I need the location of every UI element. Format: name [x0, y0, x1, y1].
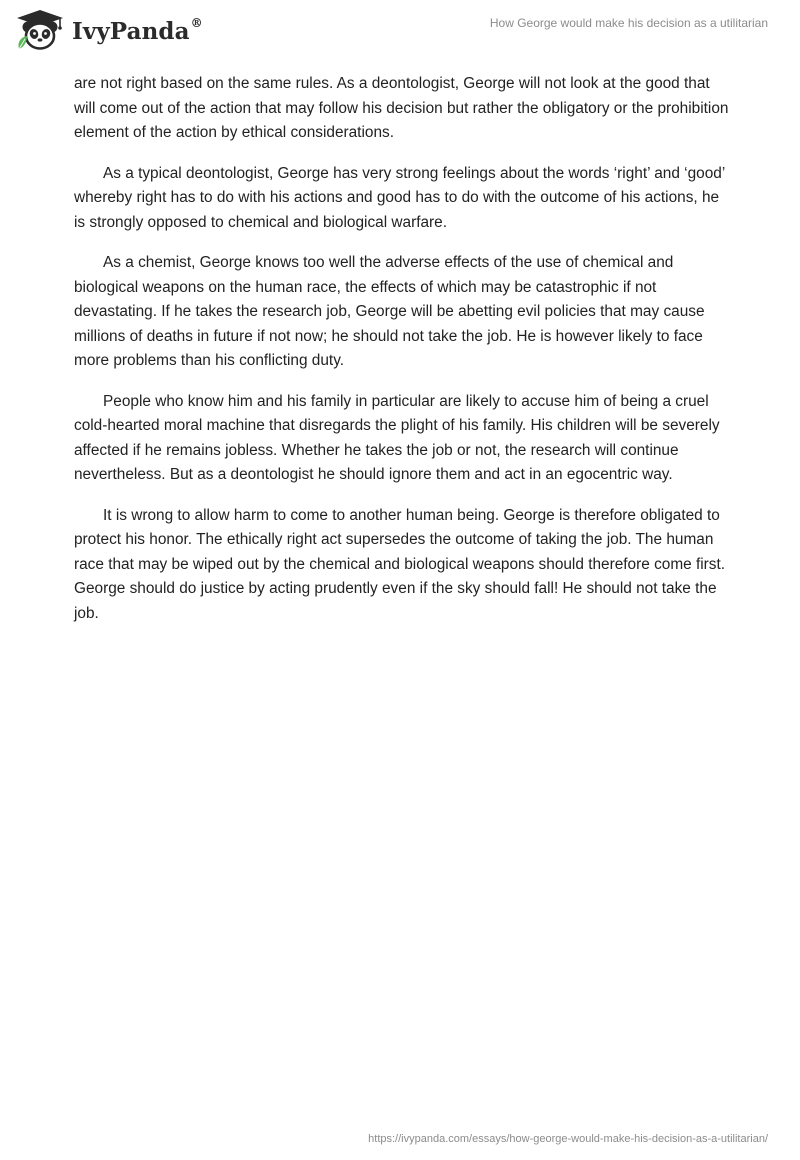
brand-name: IvyPanda®: [72, 15, 203, 45]
paragraph: As a chemist, George knows too well the adverse effects of the use of chemical and biological weapons on the human race, the effects of which may be catastrophic if not devastating. If he takes the research job, George will be abetting evil policies that may cause millions of deaths in future if not now; he should not take the job. He is however likely to face more problems than his conflicting duty.: [74, 254, 705, 369]
paragraph: are not right based on the same rules. As a deontologist, George will not look at the good that will come out of the action that may follow his decision but rather the obligatory or the prohibition element of the action by ethical considerations.: [74, 75, 729, 141]
panda-graduation-cap-icon: [14, 9, 66, 51]
essay-body: [74, 72, 734, 642]
registered-mark: ®: [190, 15, 203, 30]
document-title: How George would make his decision as a utilitarian: [489, 16, 768, 30]
ivypanda-logo[interactable]: [14, 9, 203, 51]
paragraph: It is wrong to allow harm to come to another human being. George is therefore obligated to protect his honor. The ethically right act supersedes the outcome of taking the job. The human race that may be wiped out by the chemical and biological weapons should therefore come first. George should do justice by acting prudently even if the sky should fall! He should not take the job.: [74, 506, 726, 622]
paragraph: As a typical deontologist, George has very strong feelings about the words ‘right’ and ‘good’ whereby right has to do with his actions and good has to do with the outcome of his actions, he is strongly opposed to chemical and biological warfare.: [74, 164, 725, 231]
paragraph: People who know him and his family in particular are likely to accuse him of being a cruel cold-hearted moral machine that disregards the plight of his family. His children will be severely affected if he remains jobless. Whether he takes the job or not, the research will continue nevertheless. But as a deontologist he should ignore them and act in an egocentric way.: [74, 392, 720, 483]
source-url[interactable]: https://ivypanda.com/essays/how-george-would-make-his-decision-as-a-utilitarian/: [368, 1133, 768, 1145]
